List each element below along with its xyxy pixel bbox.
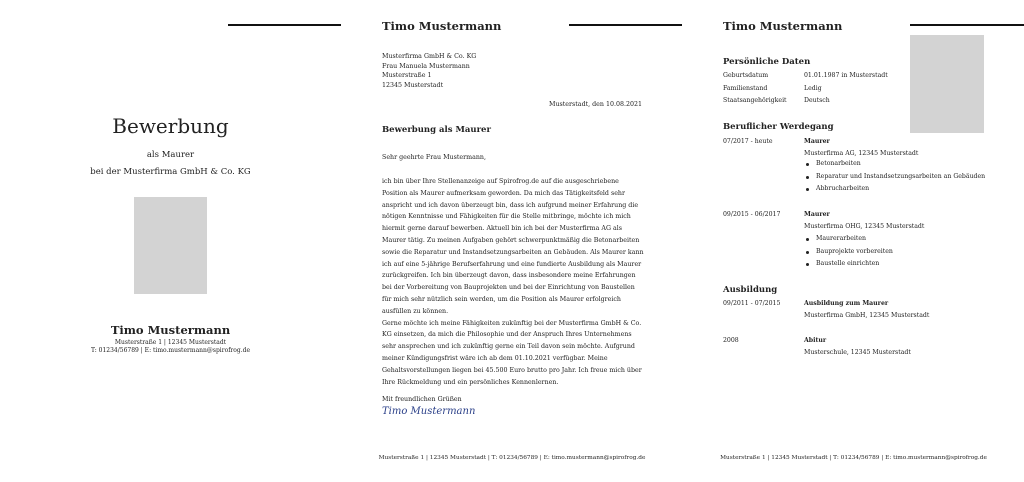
recipient-block bbox=[382, 52, 476, 90]
cover-page bbox=[0, 0, 341, 482]
photo-placeholder bbox=[910, 35, 984, 133]
recipient-person: Frau Manuela Mustermann bbox=[382, 62, 470, 70]
header-rule bbox=[569, 24, 682, 26]
cv-page bbox=[683, 0, 1024, 482]
recipient-city: 12345 Musterstadt bbox=[382, 81, 444, 89]
education-institution: Musterfirma GmbH, 12345 Musterstadt bbox=[804, 312, 930, 319]
education-title: Ausbildung zum Maurer bbox=[804, 300, 889, 307]
cv-footer: Musterstraße 1 | 12345 Musterstadt | T: 01234/56789 | E: timo.mustermann@spirofrog.de bbox=[720, 455, 987, 461]
education-heading: Ausbildung bbox=[723, 285, 778, 295]
letter-closing: Mit freundlichen Grüßen bbox=[382, 396, 462, 403]
letter-paragraph: ich bin über Ihre Stellenanzeige auf Spirofrog.de auf die ausgeschriebene Position als Maurer aufmerksam geworden. Da mich das Tätigkeitsfeld sehr anspricht und ich davon überzeugt bin, dass ich aufgrund meiner Erfahrung die nötigen Kenntnisse und Fähigkeiten für die Stelle mitbringe, möchte ich mich hiermit gerne darauf bewerben. Aktuell bin ich bei der Musterfirma AG als Maurer tätig. Zu meinen Aufgaben gehört schwerpunktmäßig die Betonarbeiten sowie die Reparatur und Instandsetzungsarbeiten an Gebäuden. Als Maurer kann ich auf eine 5-jährige Berufserfahrung und eine fundierte Ausbildung als Maurer zurückgreifen. Ich bin überzeugt davon, dass insbesondere meine Erfahrungen bei der Vorbereitung von Bauprojekten und bei der Einrichtung von Baustellen für mich sehr nützlich sein werden, um die Position als Maurer erfolgreich ausfüllen zu können. bbox=[382, 178, 644, 315]
letter-body bbox=[382, 176, 644, 388]
personal-label: Staatsangehörigkeit bbox=[723, 97, 787, 104]
letter-header-name: Timo Mustermann bbox=[382, 19, 502, 33]
career-task: Maurerarbeiten bbox=[804, 233, 893, 246]
personal-value: 01.01.1987 in Musterstadt bbox=[804, 72, 888, 79]
career-title: Maurer bbox=[804, 211, 830, 218]
personal-value: Deutsch bbox=[804, 97, 830, 104]
header-rule bbox=[228, 24, 341, 26]
career-heading: Beruflicher Werdegang bbox=[723, 122, 834, 132]
letter-date: Musterstadt, den 10.08.2021 bbox=[549, 101, 642, 108]
career-task: Baustelle einrichten bbox=[804, 258, 893, 271]
cover-name: Timo Mustermann bbox=[110, 323, 231, 337]
letter-subject: Bewerbung als Maurer bbox=[382, 125, 491, 135]
personal-label: Geburtsdatum bbox=[723, 72, 769, 79]
cover-contact: T: 01234/56789 | E: timo.mustermann@spirofrog.de bbox=[90, 347, 251, 354]
personal-heading: Persönliche Daten bbox=[723, 57, 811, 67]
letter-footer: Musterstraße 1 | 12345 Musterstadt | T: 01234/56789 | E: timo.mustermann@spirofrog.de bbox=[378, 455, 646, 461]
education-date: 2008 bbox=[723, 337, 739, 344]
education-date: 09/2011 - 07/2015 bbox=[723, 300, 781, 307]
cover-position: als Maurer bbox=[146, 150, 195, 160]
photo-placeholder bbox=[134, 197, 207, 294]
recipient-company: Musterfirma GmbH & Co. KG bbox=[382, 53, 477, 60]
education-title: Abitur bbox=[804, 337, 827, 344]
career-date: 07/2017 - heute bbox=[723, 138, 773, 145]
cover-title: Bewerbung bbox=[112, 114, 229, 138]
signature: Timo Mustermann bbox=[382, 406, 476, 417]
education-institution: Musterschule, 12345 Musterstadt bbox=[804, 349, 911, 356]
career-date: 09/2015 - 06/2017 bbox=[723, 211, 781, 218]
career-task: Abbrucharbeiten bbox=[804, 183, 985, 196]
personal-value: Ledig bbox=[804, 85, 822, 92]
career-task-list bbox=[804, 158, 985, 196]
career-task: Reparatur und Instandsetzungsarbeiten an Gebäuden bbox=[804, 171, 985, 184]
letter-paragraph: Gerne möchte ich meine Fähigkeiten zukünftig bei der Musterfirma GmbH & Co. KG einsetzen, da mich die Philosophie und der Anspruch Ihres Unternehmens sehr ansprechen und ich zukünftig gerne ein Teil davon sein möchte. Aufgrund meiner Kündigungsfrist wäre ich ab dem 01.10.2021 verfügbar. Meine Gehaltsvorstellungen liegen bei 45.500 Euro brutto pro Jahr. Ich freue mich über Ihre Rückmeldung und ein persönliches Kennenlernen. bbox=[382, 319, 642, 386]
career-task: Betonarbeiten bbox=[804, 158, 985, 171]
career-task: Bauprojekte vorbereiten bbox=[804, 246, 893, 259]
header-rule bbox=[910, 24, 1024, 26]
personal-label: Familienstand bbox=[723, 85, 768, 92]
career-company: Musterfirma OHG, 12345 Musterstadt bbox=[804, 223, 925, 230]
cv-header-name: Timo Mustermann bbox=[723, 19, 843, 33]
cover-address: Musterstraße 1 | 12345 Musterstadt bbox=[114, 339, 227, 346]
letter-page bbox=[341, 0, 683, 482]
cover-company: bei der Musterfirma GmbH & Co. KG bbox=[90, 167, 251, 177]
career-task-list bbox=[804, 233, 893, 271]
career-company: Musterfirma AG, 12345 Musterstadt bbox=[804, 150, 919, 157]
recipient-street: Musterstraße 1 bbox=[382, 72, 432, 79]
letter-salutation: Sehr geehrte Frau Mustermann, bbox=[382, 154, 486, 161]
career-title: Maurer bbox=[804, 138, 830, 145]
